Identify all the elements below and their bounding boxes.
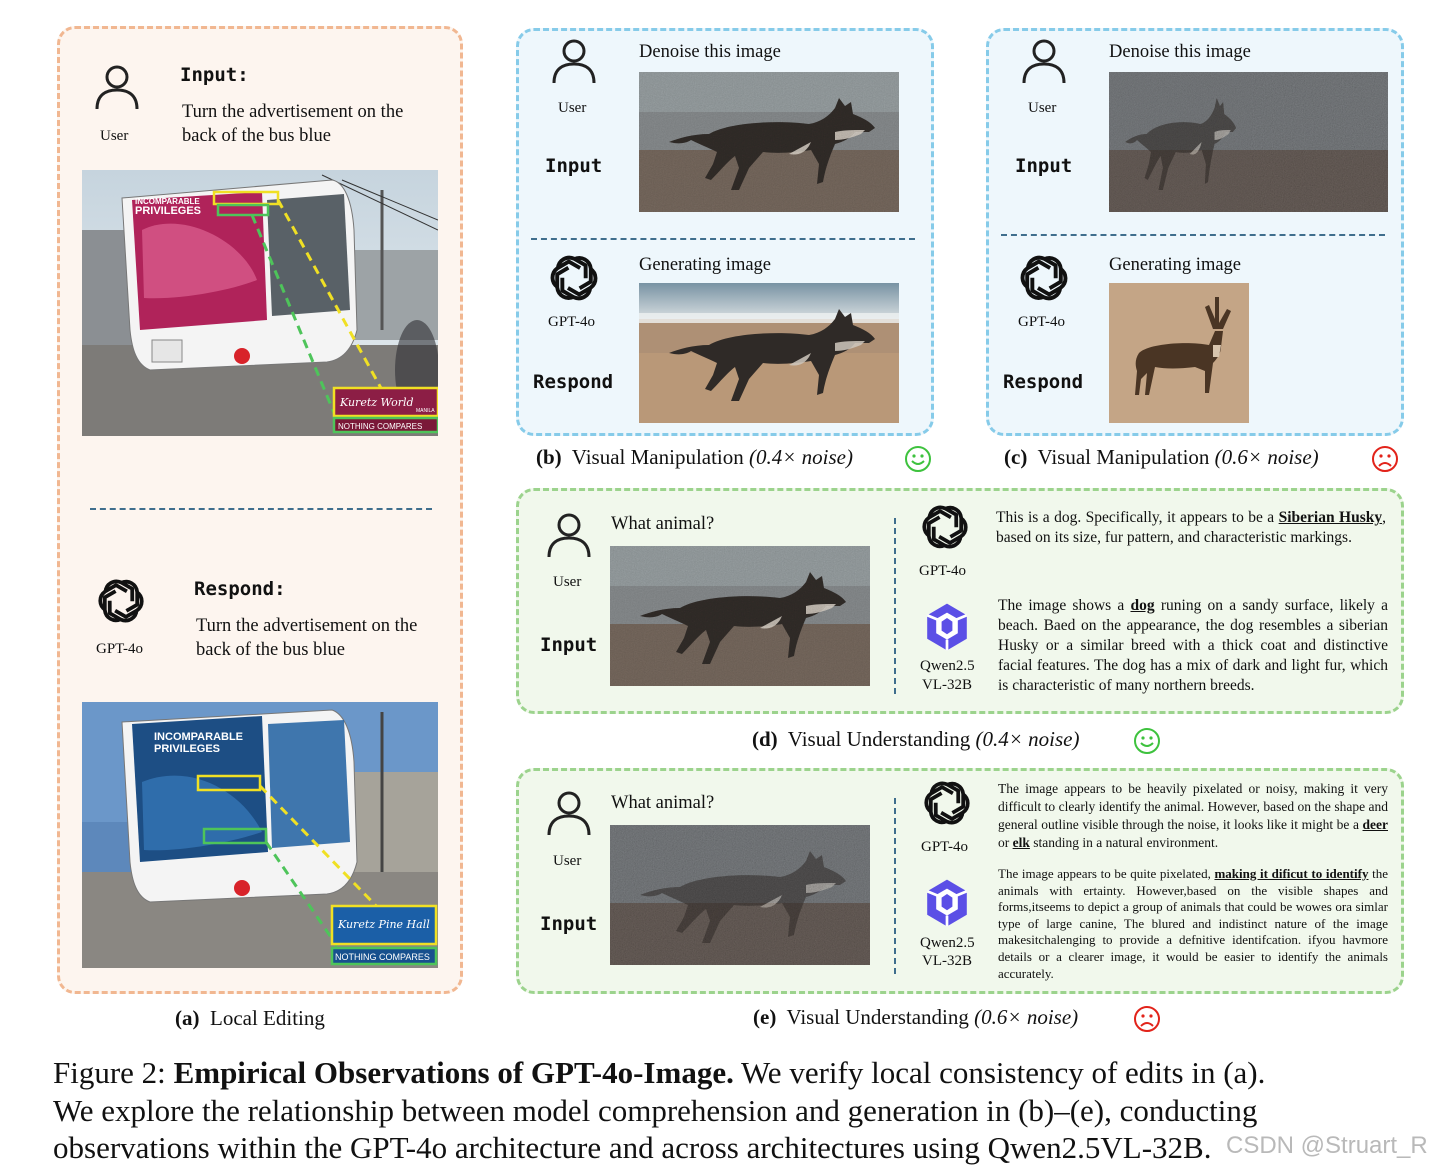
bus1-ad-line-1: INCOMPARABLE [135, 197, 200, 206]
qwen-label-1: Qwen2.5 [920, 658, 975, 674]
caption-line-3: observations within the GPT-4o architecture and across architectures using Qwen2.5VL-32B. [53, 1130, 1212, 1165]
divider [1001, 234, 1385, 236]
generating-label: Generating image [1109, 255, 1242, 275]
gpt-logo-icon [1016, 250, 1072, 306]
bus2-sign: Kuretz Pine Hall [338, 918, 430, 931]
noisy-input-photo [639, 72, 899, 212]
user-label: User [553, 574, 582, 590]
model-label: GPT-4o [96, 641, 143, 657]
bus1-sign: Kuretz World [340, 396, 414, 409]
gpt-answer: The image appears to be heavily pixelated or noisy, making it very difficult to clearly identify the animal. However, based on the shape and general outline visible through the noise, it looks like it might be a deer or elk standing in a natural environment. [998, 781, 1388, 850]
model-label: GPT-4o [1018, 314, 1065, 330]
input-text-line-2: back of the bus blue [182, 126, 331, 146]
input-text-line-1: Turn the advertisement on the [182, 102, 404, 122]
caption-b: (b) Visual Manipulation (0.4× noise) [536, 445, 854, 469]
caption-c: (c) Visual Manipulation (0.6× noise) [1004, 445, 1319, 469]
output-bus-photo [82, 702, 438, 968]
figure-caption [53, 1054, 1413, 1167]
user-label: User [100, 128, 129, 144]
prompt-text: Denoise this image [639, 42, 781, 62]
happy-face-icon [1133, 727, 1161, 755]
caption-d: (d) Visual Understanding (0.4× noise) [752, 727, 1080, 751]
respond-text-line-2: back of the bus blue [196, 640, 345, 660]
happy-face-icon [904, 445, 932, 473]
input-bus-photo [82, 170, 438, 436]
user-icon [549, 36, 599, 86]
very-noisy-input-photo [1109, 72, 1249, 212]
gpt-label: GPT-4o [919, 563, 966, 579]
caption-e: (e) Visual Understanding (0.6× noise) [753, 1005, 1079, 1029]
question-text: What animal? [611, 514, 715, 534]
gpt-logo-icon [918, 500, 972, 554]
bus1-sign-sub: MANILA [416, 408, 435, 414]
qwen-label-2: VL-32B [922, 953, 972, 969]
input-label: Input [545, 155, 603, 177]
qwen-logo-icon [920, 876, 974, 930]
user-label: User [558, 100, 587, 116]
qwen-answer: The image appears to be quite pixelated, making it dificut to identify the animals with ertainty. However,based on the visible shapes and forms,itseems to depict a group of animals that could be wowes ora simlar type of large canine, The blured and indistinct nature of the image makesitchalenging to provide a defnitive identifcation. ifyou havmore details or a clearer image, it would be easier to identify the animals accurately. [998, 866, 1388, 981]
watermark: CSDN @Struart_R [1226, 1132, 1428, 1159]
input-label: Input [540, 913, 598, 935]
bus1-ad-line-2: PRIVILEGES [135, 205, 202, 217]
bus1-badge: NOTHING COMPARES [338, 422, 423, 431]
denoised-dog-photo [639, 283, 899, 423]
gpt-label: GPT-4o [921, 839, 968, 855]
user-icon [1019, 36, 1069, 86]
separator [894, 798, 896, 974]
respond-label: Respond [533, 371, 614, 393]
very-noisy-dog-photo [610, 825, 870, 965]
input-label: Input [540, 634, 598, 656]
generated-deer-photo [1109, 283, 1249, 423]
user-label: User [1028, 100, 1057, 116]
user-icon [92, 62, 142, 112]
respond-text-line-1: Turn the advertisement on the [196, 616, 418, 636]
caption-a: (a) Local Editing [175, 1006, 325, 1030]
generating-label: Generating image [639, 255, 772, 275]
gpt-logo-icon [94, 574, 148, 628]
respond-label: Respond [1003, 371, 1084, 393]
divider [90, 508, 432, 510]
very-noisy-input-photo-right [1249, 72, 1388, 212]
respond-label: Respond: [194, 578, 286, 600]
prompt-text: Denoise this image [1109, 42, 1251, 62]
qwen-label-2: VL-32B [922, 677, 972, 693]
bus2-ad-line-2: PRIVILEGES [154, 743, 221, 755]
gpt-logo-icon [546, 250, 602, 306]
sad-face-icon [1133, 1005, 1161, 1033]
bus2-ad-line-1: INCOMPARABLE [154, 731, 244, 743]
input-label: Input: [180, 64, 249, 86]
noisy-dog-photo [610, 546, 870, 686]
sad-face-icon [1371, 445, 1399, 473]
user-label: User [553, 853, 582, 869]
caption-line-1: Figure 2: Empirical Observations of GPT-4o-Image. We verify local consistency of edits in (a). [53, 1055, 1266, 1090]
bus2-badge: NOTHING COMPARES [335, 952, 430, 962]
question-text: What animal? [611, 793, 715, 813]
user-icon [544, 788, 594, 838]
caption-line-2: We explore the relationship between model comprehension and generation in (b)–(e), conducting [53, 1092, 1258, 1128]
gpt-answer: This is a dog. Specifically, it appears to be a Siberian Husky, based on its size, fur pattern, and characteristic markings. [996, 509, 1386, 546]
qwen-label-1: Qwen2.5 [920, 935, 975, 951]
separator [894, 518, 896, 694]
gpt-logo-icon [920, 776, 974, 830]
user-icon [544, 510, 594, 560]
model-label: GPT-4o [548, 314, 595, 330]
qwen-logo-icon [920, 600, 974, 654]
divider [531, 238, 915, 240]
input-label: Input [1015, 155, 1073, 177]
qwen-answer: The image shows a dog runing on a sandy surface, likely a beach. Baed on the appearance, the dog resembles a siberian Husky or a similar breed with a thick coat and distinctive facial features. The dog has a mix of dark and light fur, which is characteristic of many northern breeds. [998, 597, 1388, 694]
